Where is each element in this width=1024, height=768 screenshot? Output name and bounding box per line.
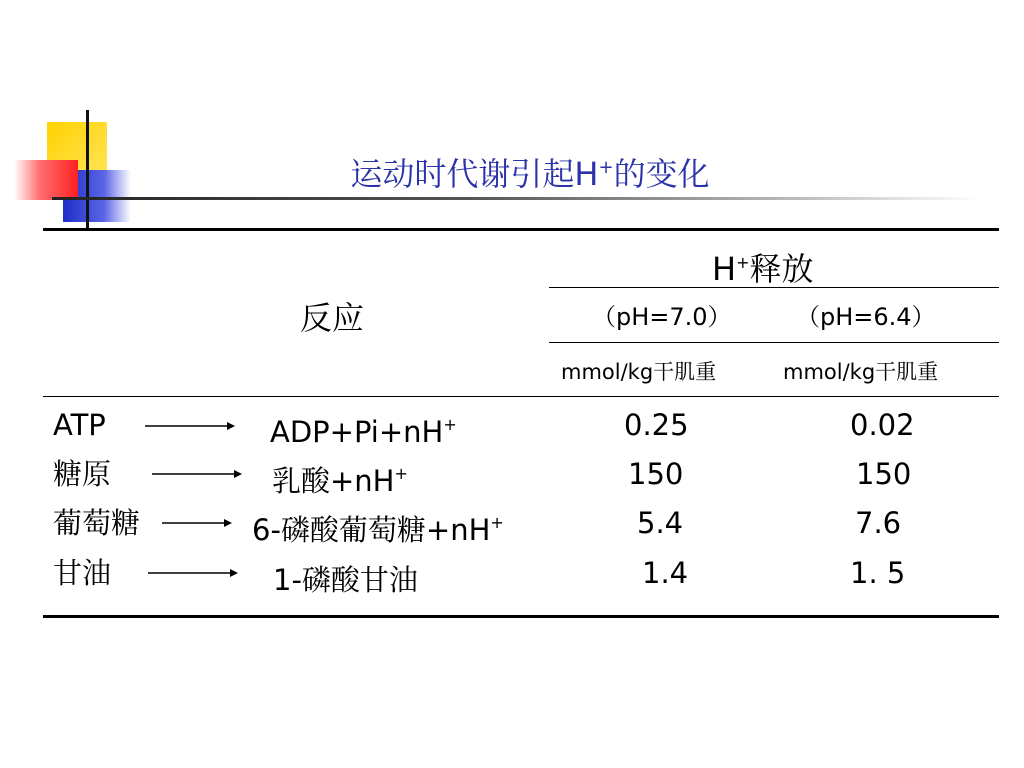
row-value-ph70: 1.4 bbox=[642, 556, 689, 590]
row-substrate: 葡萄糖 bbox=[53, 506, 141, 540]
reaction-header: 反应 bbox=[300, 299, 365, 337]
page-title: 运动时代谢引起H+的变化 bbox=[350, 155, 710, 193]
reaction-arrow-icon bbox=[162, 517, 232, 529]
row-product: 1-磷酸甘油 bbox=[273, 563, 418, 597]
table-top-rule bbox=[43, 228, 999, 231]
row-product: 6-磷酸葡萄糖+nH+ bbox=[252, 513, 504, 547]
h-release-header: H+释放 bbox=[712, 250, 814, 288]
row-product: 乳酸+nH+ bbox=[272, 464, 408, 498]
row-value-ph64: 1. 5 bbox=[850, 556, 906, 590]
row-product: ADP+Pi+nH+ bbox=[270, 415, 457, 449]
row-substrate: ATP bbox=[53, 408, 106, 442]
row-value-ph64: 150 bbox=[856, 457, 912, 491]
row-value-ph70: 150 bbox=[628, 457, 684, 491]
reaction-arrow-icon bbox=[152, 468, 242, 480]
header-bottom-rule bbox=[43, 396, 999, 397]
decor-vertical-line bbox=[86, 110, 89, 228]
row-value-ph64: 7.6 bbox=[855, 506, 902, 540]
reaction-arrow-icon bbox=[145, 420, 235, 432]
ph-header-64: （pH=6.4） bbox=[796, 303, 936, 331]
header-subrule-2 bbox=[549, 342, 999, 343]
row-value-ph70: 0.25 bbox=[624, 408, 689, 442]
reaction-arrow-icon bbox=[148, 567, 238, 579]
row-value-ph64: 0.02 bbox=[850, 408, 915, 442]
row-substrate: 甘油 bbox=[53, 556, 112, 590]
unit-header-1: mmol/kg干肌重 bbox=[561, 360, 717, 384]
decor-red-square bbox=[14, 160, 78, 200]
table-bottom-rule bbox=[43, 615, 999, 618]
row-value-ph70: 5.4 bbox=[637, 506, 684, 540]
unit-header-2: mmol/kg干肌重 bbox=[783, 360, 939, 384]
row-substrate: 糖原 bbox=[53, 457, 112, 491]
ph-header-7: （pH=7.0） bbox=[592, 303, 732, 331]
